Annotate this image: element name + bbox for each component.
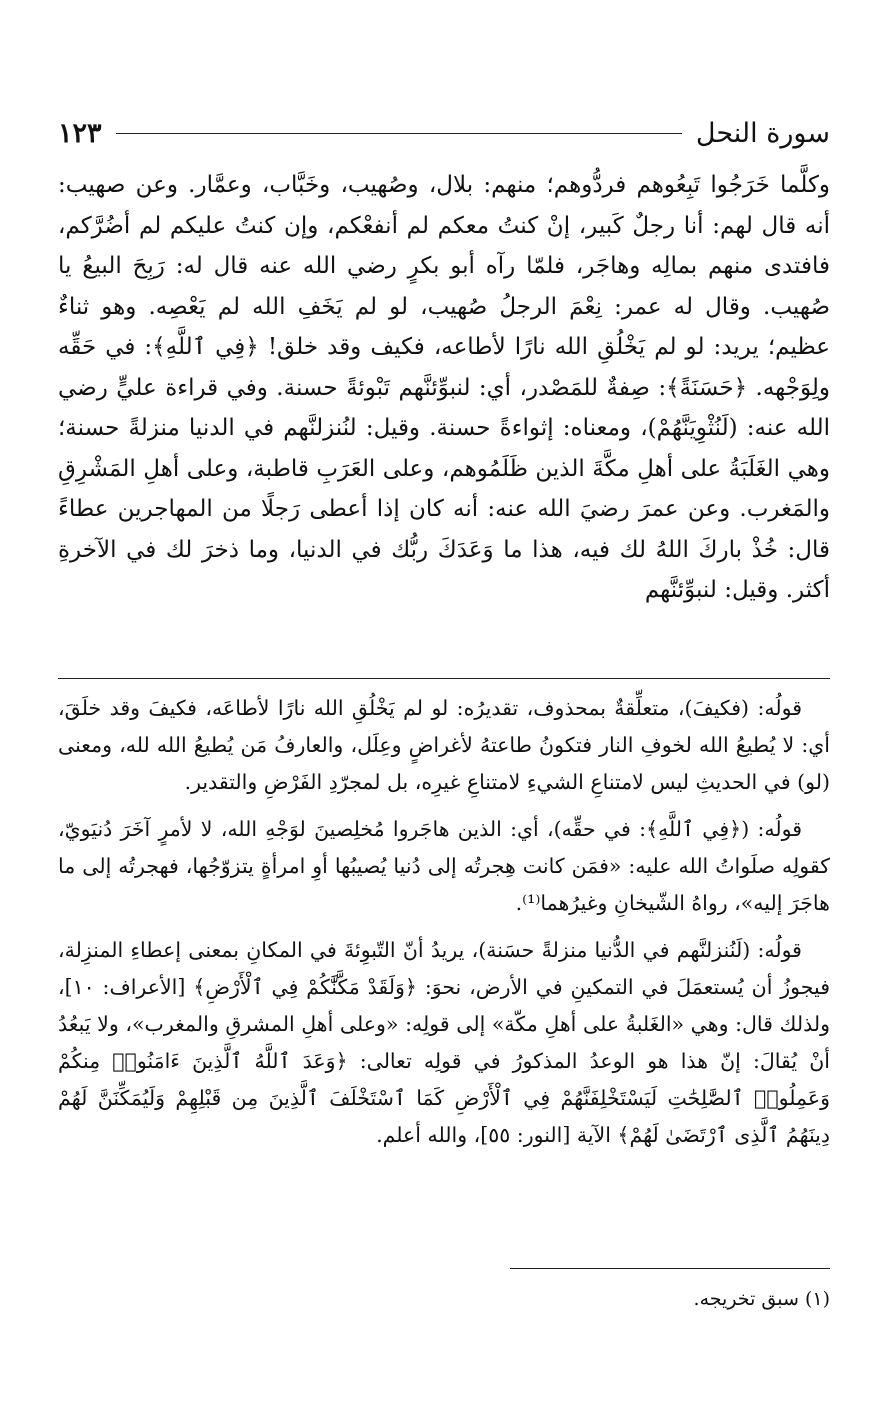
commentary-paragraph: قولُه: (فكيفَ)، متعلِّقةٌ بمحذوف، تقديرُه: لو لم يَخْلُقِ الله نارًا لأطاعَه، فكيفَ وقد خلَقَ، أي: لا يُطيعُ الله لخوفِ النار فتكونُ طاعتهُ لأغراضٍ وعِلَل، والعارفُ مَن يُطيعُ الله لله، ومعنى (لو) في الحديثِ ليس لامتناعِ الشيءِ لامتناعِ غيرِه، بل لمجرّدِ الفَرْضِ والتقدير.: [58, 696, 830, 794]
footnote-text: (١) سبق تخريجه.: [693, 1288, 830, 1310]
main-text: [58, 165, 830, 611]
running-title: سورة النحل: [695, 117, 830, 149]
footnote: [58, 1284, 830, 1314]
commentary-paragraph: قولُه: (﴿فِي ٱللَّهِ﴾: في حقِّه)، أي: الذين هاجَروا مُخلِصينَ لوَجْهِ الله، لا لأمرٍ آخَرَ دُنيَويّ، كقولِه صلَواتُ الله عليه: «فمَن كانت هِجرتُه إلى دُنيا يُصيبُها أوِ امرأةٍ يتزوّجُها، فهجرتُه إلى ما هاجَرَ إليه»، رواهُ الشّيخانِ وغيرُهما⁽¹⁾.: [58, 817, 830, 915]
page-header: [58, 108, 830, 158]
footnote-rule: [510, 1268, 830, 1269]
commentary-paragraph: قولُه: (لَنُنزلنَّهم في الدُّنيا منزلةً حسَنة)، يريدُ أنّ التّبوِئةَ في المكانِ بمعنى إعطاءِ المنزِلة، فيجوزُ أن يُستعمَلَ في التمكينِ في الأرض، نحوَ: ﴿وَلَقَدْ مَكَّنَّٰكُمْ فِي ٱلْأَرْضِ﴾ [الأعراف: ١٠]، ولذلك قال: وهي «الغَلبةُ على أهلِ مكّة» إلى قولِه: «وعلى أهلِ المشرقِ والمغرب»، ولا يَبعُدُ أنْ يُقالَ: إنّ هذا هو الوعدُ المذكورُ في قولِه تعالى: ﴿وَعَدَ ٱللَّهُ ٱلَّذِينَ ءَامَنُوا۟ مِنكُمْ وَعَمِلُوا۟ ٱلصَّٰلِحَٰتِ لَيَسْتَخْلِفَنَّهُمْ فِي ٱلْأَرْضِ كَمَا ٱسْتَخْلَفَ ٱلَّذِينَ مِن قَبْلِهِمْ وَلَيُمَكِّنَنَّ لَهُمْ دِينَهُمُ ٱلَّذِى ٱرْتَضَىٰ لَهُمْ﴾ الآية [النور: ٥٥]، والله أعلم.: [58, 938, 830, 1147]
page-number: ١٢٣: [58, 117, 102, 149]
header-rule: [116, 133, 682, 134]
text-divider: [58, 678, 830, 679]
main-paragraph: وكلَّما خَرَجُوا تَبِعُوهم فردُّوهم؛ منهم: بلال، وصُهيب، وخَبَّاب، وعمَّار. وعن صهيب: أنه قال لهم: أنا رجلٌ كَبير، إنْ كنتُ معكم لم أنفعْكم، وإن كنتُ عليكم لم أضُرَّكم، فافتدى منهم بمالِه وهاجَر، فلمّا رآه أبو بكرٍ رضي الله عنه قال له: رَبِحَ البيعُ يا صُهيب. وقال له عمر: نِعْمَ الرجلُ صُهيب، لو لم يَخَفِ الله لم يَعْصِه. وهو ثناءٌ عظيم؛ يريد: لو لم يَخْلُقِ الله نارًا لأطاعه، فكيف وقد خلق! ﴿فِي ٱللَّهِ﴾: في حَقِّه ولِوَجْهه. ﴿حَسَنَةً﴾: صِفةٌ للمَصْدر، أي: لنبوِّئنَّهم تَبْوئةً حسنة. وفي قراءة عليٍّ رضي الله عنه: (لَنُثْوِيَنَّهُمْ)، ومعناه: إثواءةً حسنة. وقيل: لنُنزلنَّهم في الدنيا منزلةً حسنة؛ وهي الغَلَبَةُ على أهلِ مكَّةَ الذين ظَلَمُوهم، وعلى العَرَبِ قاطبة، وعلى أهلِ المَشْرِقِ والمَغرب. وعن عمرَ رضيَ الله عنه: أنه كان إذا أعطى رَجلًا من المهاجرين عطاءً قال: خُذْ باركَ اللهُ لك فيه، هذا ما وَعَدَكَ ربُّك في الدنيا، وما ذخرَ لك في الآخرةِ أكثر. وقيل: لنبوِّئنَّهم: [58, 172, 830, 603]
commentary: [58, 690, 830, 1164]
